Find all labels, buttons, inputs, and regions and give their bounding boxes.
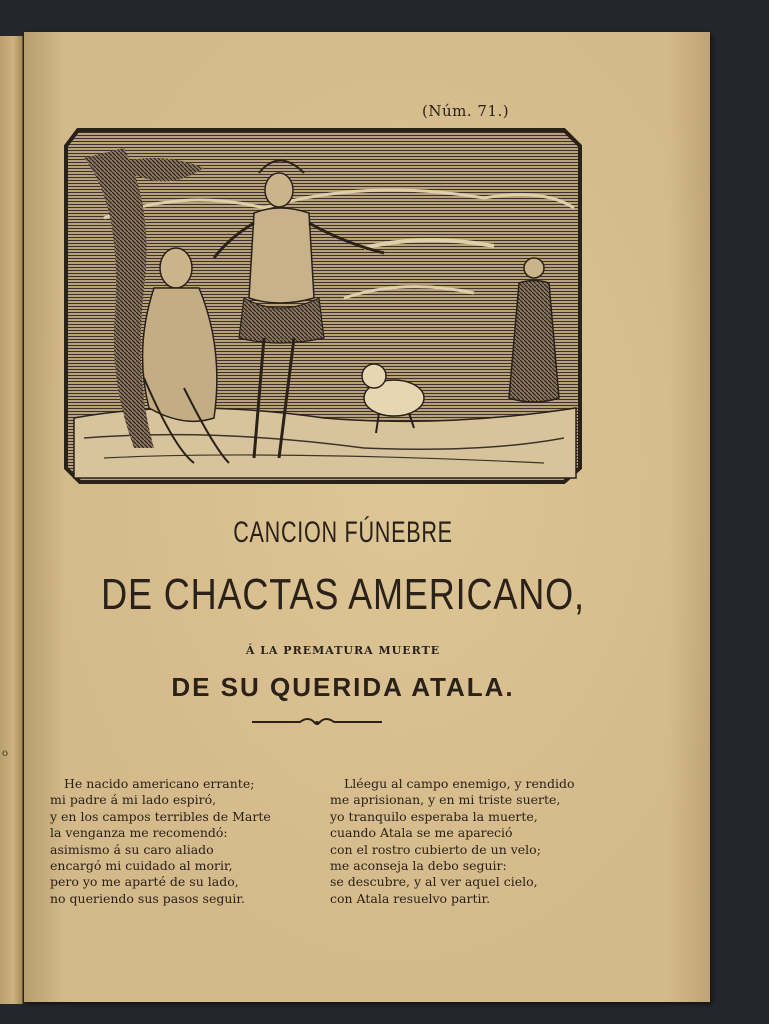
verse-line: pero yo me aparté de su lado, <box>50 874 239 890</box>
page-number: (Núm. 71.) <box>422 102 510 120</box>
woodcut-illustration <box>64 128 582 484</box>
verse-left <box>50 776 300 907</box>
verse-line: He nacido americano errante; <box>64 776 255 791</box>
verse-line: asimismo á su caro aliado <box>50 841 214 857</box>
verse-line: con el rostro cubierto de un velo; <box>330 841 541 857</box>
facing-page-edge <box>0 36 23 1004</box>
title-line-1: CANCION FÚNEBRE <box>233 516 453 549</box>
verse-right <box>330 776 590 907</box>
verse-line: se descubre, y al ver aquel cielo, <box>330 874 538 890</box>
verse-line: cuando Atala se me apareció <box>330 825 513 841</box>
verse-line: la venganza me recomendó: <box>50 825 228 841</box>
verse-line: me aconseja la debo seguir: <box>330 858 507 874</box>
verse-line: Lléegu al campo enemigo, y rendido <box>344 776 575 791</box>
verse-line: yo tranquilo esperaba la muerte, <box>330 808 538 824</box>
document-page <box>24 32 710 1002</box>
verse-line: mi padre á mi lado espiró, <box>50 792 217 808</box>
verse-line: y en los campos terribles de Marte <box>50 808 271 824</box>
verse-line: encargó mi cuidado al morir, <box>50 858 233 874</box>
verse-line: no queriendo sus pasos seguir. <box>50 890 245 906</box>
ornament-divider <box>250 714 384 730</box>
verse-line: con Atala resuelvo partir. <box>330 890 491 906</box>
title-line-2: DE CHACTAS AMERICANO, <box>101 570 585 619</box>
verse-line: me aprisionan, y en mi triste suerte, <box>330 792 561 808</box>
title-line-3: DE SU QUERIDA ATALA. <box>171 672 515 702</box>
margin-mark: o <box>2 748 9 759</box>
subtitle: Á LA PREMATURA MUERTE <box>245 644 441 657</box>
